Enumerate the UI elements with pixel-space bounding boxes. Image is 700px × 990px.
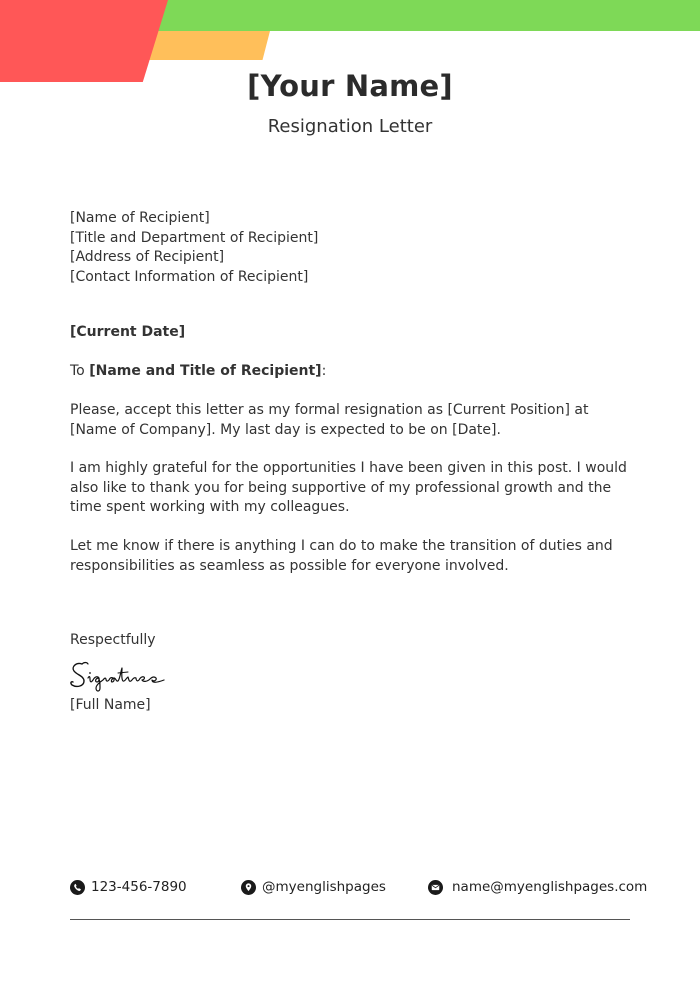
header-yellow-band [145,31,270,60]
sender-name: [Your Name] [247,69,453,103]
social-handle: @myenglishpages [262,879,386,895]
recipient-address: [Address of Recipient] [70,249,225,265]
salutation-recipient: [Name and Title of Recipient] [89,363,322,379]
email-address: name@myenglishpages.com [452,879,648,895]
location-pin-icon [241,880,256,895]
salutation-suffix: : [321,363,327,379]
paragraph-gratitude: I am highly grateful for the opportunities I have been given in this post. I would also like to thank you for being supportive of my professional growth and the time spent working with my colleagues. [70,460,627,515]
footer-divider [70,919,630,920]
salutation-prefix: To [70,363,90,379]
paragraph-resignation: Please, accept this letter as my formal resignation as [Current Position] at [Name of Company]. My last day is expected to be on [Date]. [70,402,589,438]
recipient-block [70,209,630,287]
signature-image [68,658,178,692]
salutation [70,362,630,382]
phone-icon [70,880,85,895]
footer-social [241,877,386,897]
envelope-icon [428,880,443,895]
recipient-title: [Title and Department of Recipient] [70,229,319,246]
document-subtitle: Resignation Letter [267,116,433,137]
footer-phone [70,877,187,897]
footer-email [428,877,647,897]
closing-phrase: Respectfully [70,632,156,648]
header-green-band [150,0,700,31]
letter-date: [Current Date] [70,324,186,340]
recipient-contact: [Contact Information of Recipient] [70,268,309,285]
full-name: [Full Name] [70,697,151,713]
recipient-name: [Name of Recipient] [70,210,210,226]
phone-number: 123-456-7890 [91,879,187,895]
paragraph-transition: Let me know if there is anything I can do to make the transition of duties and responsibilities as seamless as possible for everyone involved. [70,538,613,574]
